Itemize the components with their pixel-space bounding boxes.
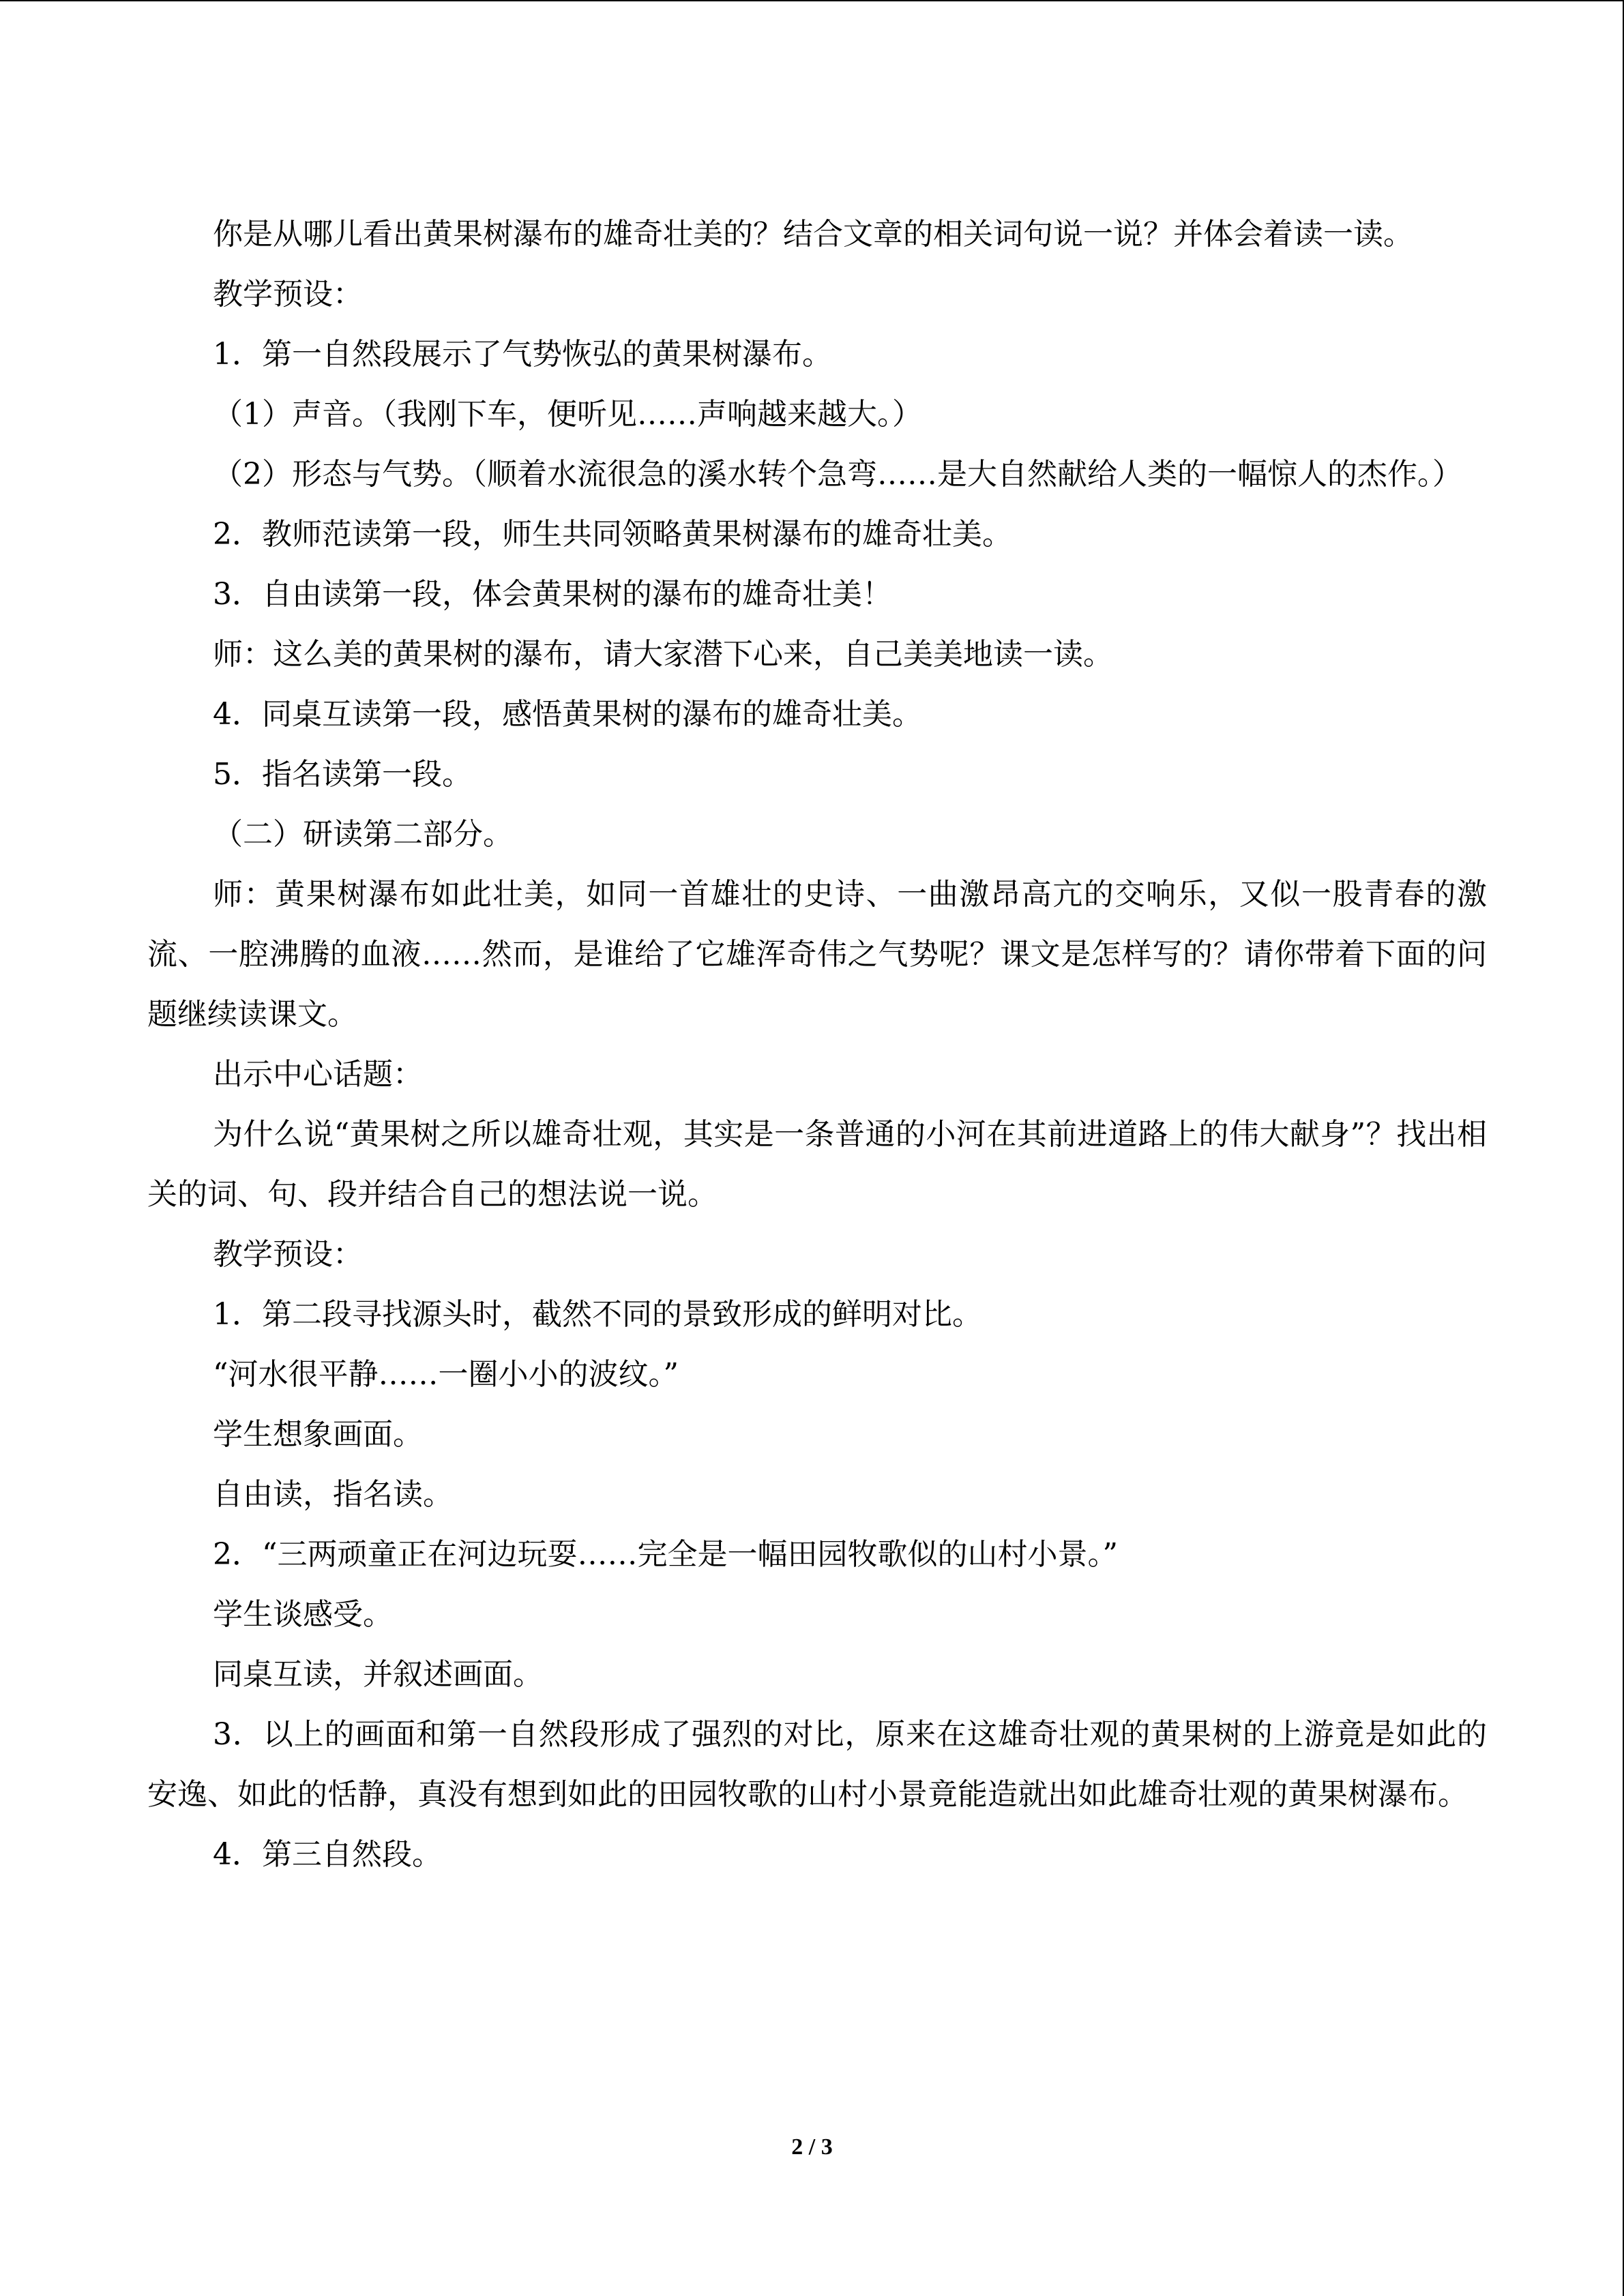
- paragraph: 1．第二段寻找源头时，截然不同的景致形成的鲜明对比。: [213, 1297, 982, 1332]
- paragraph: 教学预设：: [213, 1237, 363, 1272]
- paragraph: 教学预设：: [213, 277, 363, 312]
- paragraph: 同桌互读，并叙述画面。: [213, 1657, 543, 1692]
- paragraph: 师：这么美的黄果树的瀑布，请大家潜下心来，自己美美地读一读。: [213, 637, 1113, 672]
- paragraph: 出示中心话题：: [213, 1057, 423, 1092]
- paragraph: 2．“三两顽童正在河边玩耍……完全是一幅田园牧歌似的山村小景。”: [213, 1537, 1118, 1572]
- section-heading: （二）研读第二部分。: [213, 817, 513, 852]
- paragraph: 学生谈感受。: [213, 1597, 393, 1632]
- paragraph: 自由读，指名读。: [213, 1477, 453, 1512]
- paragraph: 5．指名读第一段。: [213, 757, 472, 792]
- paragraph: 4．同桌互读第一段，感悟黄果树的瀑布的雄奇壮美。: [213, 697, 922, 732]
- paragraph: 师：黄果树瀑布如此壮美，如同一首雄壮的史诗、一曲激昂高亢的交响乐，又似一股青春的激流、一腔沸腾的血液……然而，是谁给了它雄浑奇伟之气势呢？课文是怎样写的？请你带着下面的问题继续读课文。: [147, 877, 1487, 1032]
- paragraph: 你是从哪儿看出黄果树瀑布的雄奇壮美的？结合文章的相关词句说一说？并体会着读一读。: [213, 217, 1413, 252]
- paragraph: 3．自由读第一段，体会黄果树的瀑布的雄奇壮美！: [213, 577, 892, 612]
- paragraph: 2．教师范读第一段，师生共同领略黄果树瀑布的雄奇壮美。: [213, 517, 1012, 552]
- page-number: 2 / 3: [791, 2134, 833, 2160]
- document-body: [147, 205, 1487, 1885]
- paragraph: 4．第三自然段。: [213, 1837, 442, 1872]
- paragraph: 学生想象画面。: [213, 1417, 423, 1452]
- paragraph: （1）声音。（我刚下车，便听见……声响越来越大。）: [213, 397, 922, 432]
- paragraph: 为什么说“黄果树之所以雄奇壮观，其实是一条普通的小河在其前进道路上的伟大献身”？找出相关的词、句、段并结合自己的想法说一说。: [147, 1117, 1487, 1212]
- paragraph: “河水很平静……一圈小小的波纹。”: [213, 1357, 679, 1392]
- paragraph: 1．第一自然段展示了气势恢弘的黄果树瀑布。: [213, 337, 832, 372]
- paragraph: （2）形态与气势。（顺着水流很急的溪水转个急弯……是大自然献给人类的一幅惊人的杰作。）: [213, 457, 1462, 492]
- paragraph: 3．以上的画面和第一自然段形成了强烈的对比，原来在这雄奇壮观的黄果树的上游竟是如此的安逸、如此的恬静，真没有想到如此的田园牧歌的山村小景竟能造就出如此雄奇壮观的黄果树瀑布。: [147, 1717, 1487, 1812]
